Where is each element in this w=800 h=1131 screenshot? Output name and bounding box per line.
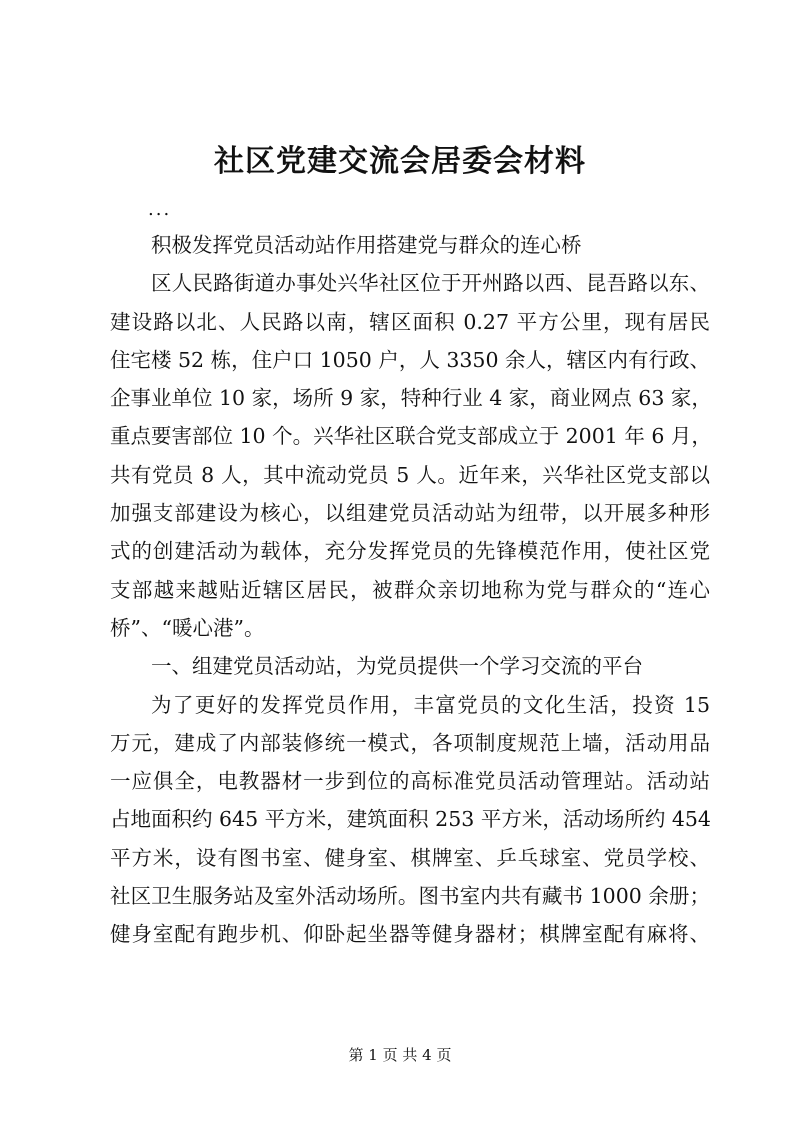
text-line: 平方米，设有图书室、健身室、棋牌室、乒乓球室、党员学校、 [110, 845, 710, 870]
text-line: 企事业单位 10 家，场所 9 家，特种行业 4 家，商业网点 63 家， [110, 386, 712, 411]
text-line: 建设路以北、人民路以南，辖区面积 0.27 平方公里，现有居民 [110, 309, 710, 334]
text-line: 为了更好的发挥党员作用，丰富党员的文化生活，投资 15 [151, 692, 710, 717]
text-line: 占地面积约 645 平方米，建筑面积 253 平方米，活动场所约 454 [110, 807, 711, 832]
text-line: 区人民路街道办事处兴华社区位于开州路以西、昆吾路以东、 [151, 271, 710, 296]
text-line: 万元，建成了内部装修统一模式，各项制度规范上墙，活动用品 [110, 730, 710, 755]
text-line: 一应俱全，电教器材一步到位的高标准党员活动管理站。活动站 [110, 769, 710, 794]
text-line: 积极发挥党员活动站作用搭建党与群众的连心桥 [151, 233, 582, 257]
text-line: 健身室配有跑步机、仰卧起坐器等健身器材；棋牌室配有麻将、 [110, 922, 710, 947]
text-line: 一、组建党员活动站，为党员提供一个学习交流的平台 [151, 654, 643, 679]
text-line: 共有党员 8 人，其中流动党员 5 人。近年来，兴华社区党支部以 [110, 462, 710, 487]
text-line: 支部越来越贴近辖区居民，被群众亲切地称为党与群众的“连心 [110, 577, 710, 602]
ellipsis-mark: ... [148, 199, 172, 220]
page-footer: 第 1 页 共 4 页 [348, 1046, 452, 1064]
text-line: 桥”、“暖心港”。 [110, 615, 265, 640]
document-title: 社区党建交流会居委会材料 [214, 144, 586, 179]
text-line: 式的创建活动为载体，充分发挥党员的先锋模范作用，使社区党 [110, 539, 710, 564]
document-body [110, 226, 710, 954]
text-line: 住宅楼 52 栋，住户口 1050 户，人 3350 余人，辖区内有行政、 [110, 347, 711, 372]
text-line: 重点要害部位 10 个。兴华社区联合党支部成立于 2001 年 6 月， [110, 424, 712, 449]
text-line: 加强支部建设为核心，以组建党员活动站为纽带，以开展多种形 [110, 501, 710, 526]
text-line: 社区卫生服务站及室外活动场所。图书室内共有藏书 1000 余册； [110, 884, 710, 909]
